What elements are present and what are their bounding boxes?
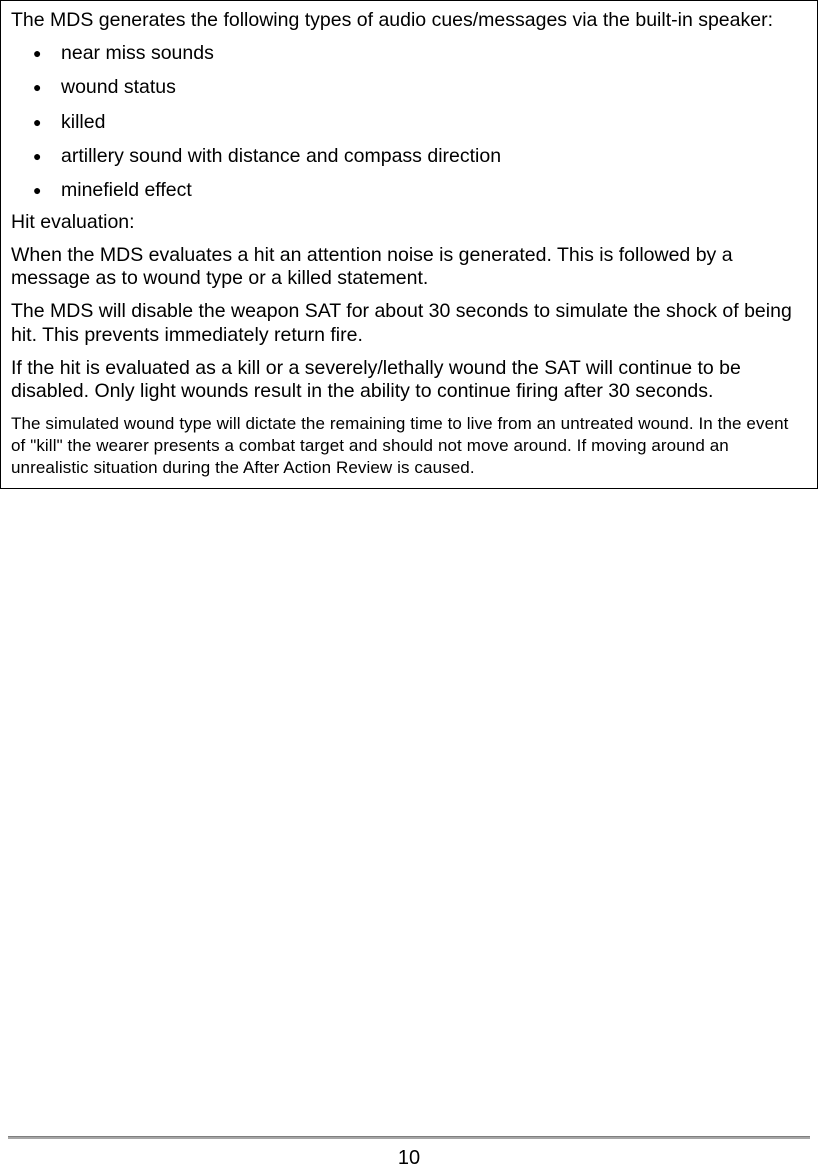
page-number: 10 <box>397 1147 421 1169</box>
paragraph-hit-noise: When the MDS evaluates a hit an attention noise is generated. This is followed by a message as to wound type or a killed statement. <box>11 243 733 290</box>
bullet-text: minefield effect <box>61 179 192 202</box>
list-item <box>11 71 807 105</box>
bullet-text: near miss sounds <box>61 41 214 64</box>
list-item <box>11 140 807 174</box>
hit-evaluation-heading: Hit evaluation: <box>11 210 135 233</box>
page-footer <box>0 1136 818 1176</box>
list-item <box>11 106 807 140</box>
bullet-icon: ● <box>33 44 42 61</box>
list-item <box>11 174 807 208</box>
paragraph-kill-wound: If the hit is evaluated as a kill or a severely/lethally wound the SAT will continue to be disabled. Only light wounds result in the ability to continue firing after 30 seconds. <box>11 356 741 403</box>
audio-cues-bullet-list <box>11 37 807 209</box>
bullet-icon: ● <box>33 147 42 164</box>
list-item <box>11 37 807 71</box>
bullet-icon: ● <box>33 182 42 199</box>
bullet-text: wound status <box>61 76 176 99</box>
footer-divider <box>8 1136 810 1139</box>
bullet-icon: ● <box>33 113 42 130</box>
bullet-icon: ● <box>33 79 42 96</box>
content-text-box <box>0 0 818 489</box>
bullet-text: killed <box>61 110 106 133</box>
paragraph-sat-disable: The MDS will disable the weapon SAT for about 30 seconds to simulate the shock of being hit. This prevents immediately return fire. <box>11 300 792 346</box>
paragraph-simulated-wound: The simulated wound type will dictate the remaining time to live from an untreated wound. In the event of "kill" the wearer presents a combat target and should not move around. If moving around an unrealistic situation during the After Action Review is caused. <box>11 414 789 477</box>
intro-paragraph: The MDS generates the following types of audio cues/messages via the built-in speaker: <box>11 9 773 31</box>
bullet-text: artillery sound with distance and compass direction <box>61 144 502 167</box>
